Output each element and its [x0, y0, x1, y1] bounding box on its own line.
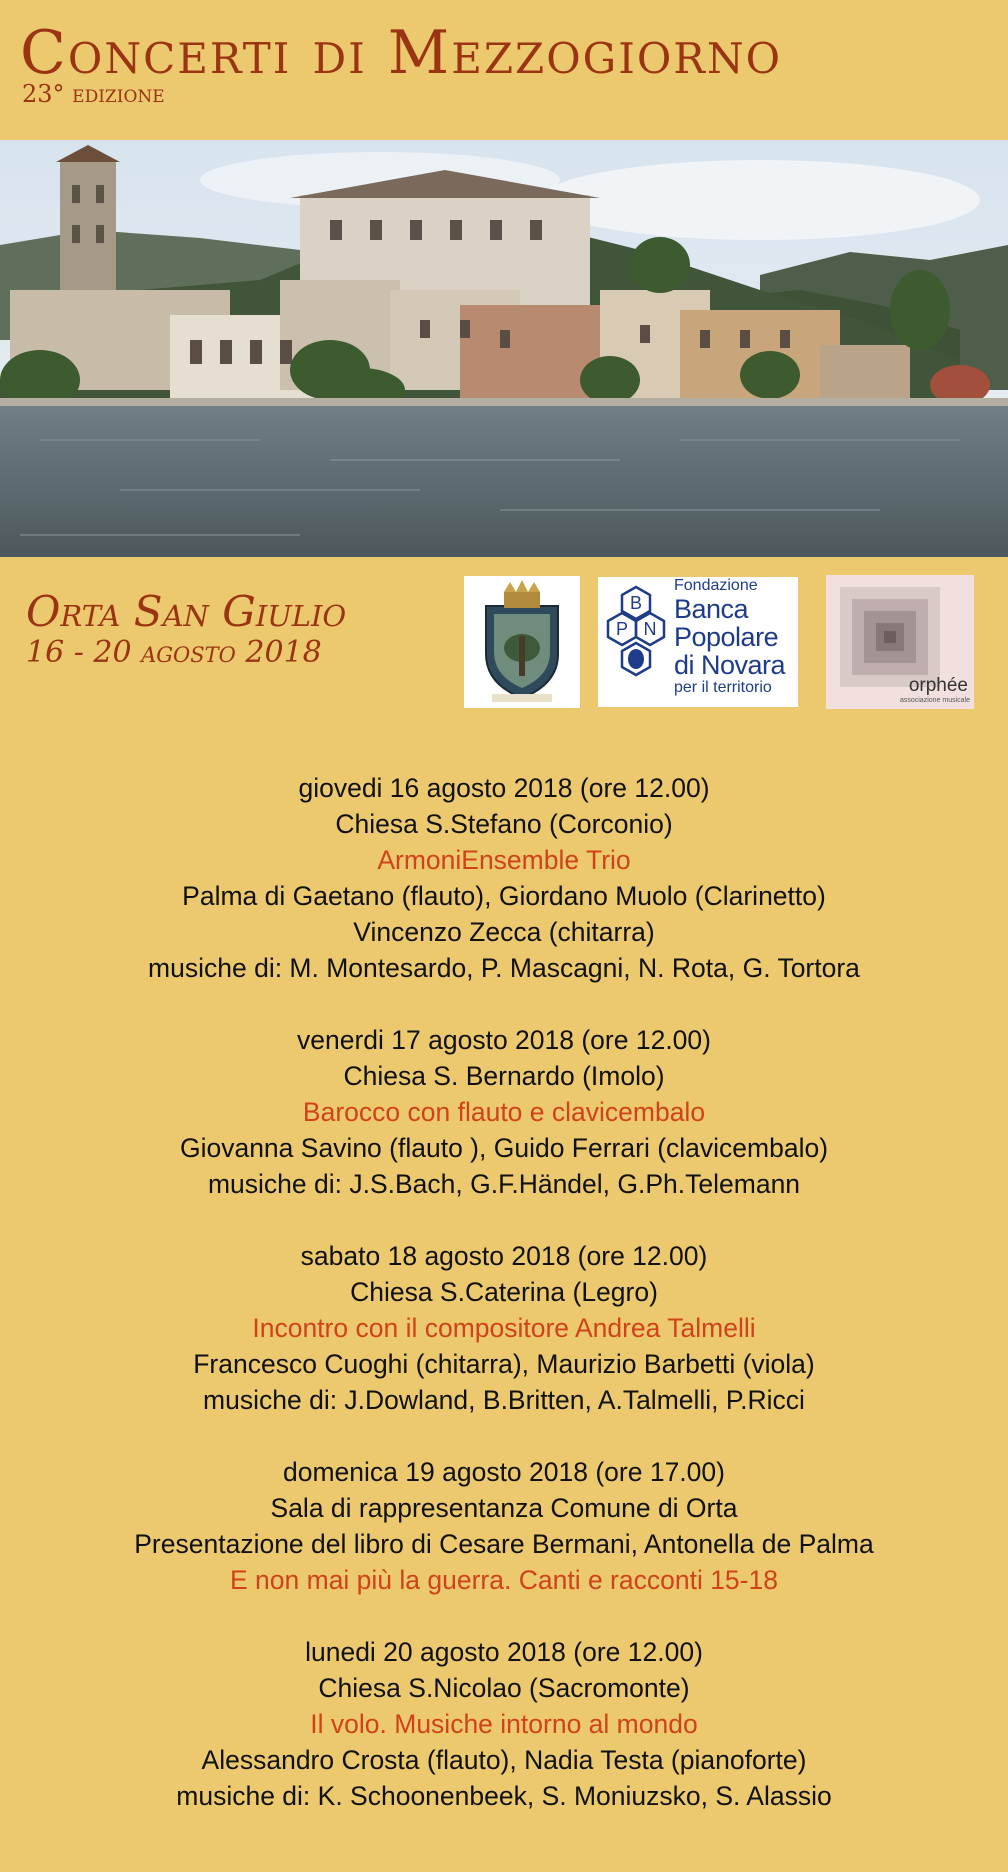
edition-label: 23° edizione — [22, 80, 165, 108]
festival-dates: 16 - 20 agosto 2018 — [26, 635, 322, 670]
event-date: domenica 19 agosto 2018 (ore 17.00) — [283, 1457, 725, 1487]
concert-program — [0, 770, 1008, 1850]
poster-title: Concerti di Mezzogiorno — [20, 18, 783, 88]
event-performers: Francesco Cuoghi (chitarra), Maurizio Barbetti (viola) — [193, 1349, 815, 1379]
poster-header — [0, 0, 1008, 140]
event-date: lunedi 20 agosto 2018 (ore 12.00) — [305, 1637, 703, 1667]
bpn-pre: Fondazione — [674, 577, 758, 594]
event-title: Il volo. Musiche intorno al mondo — [310, 1709, 698, 1739]
event-performers: Palma di Gaetano (flauto), Giordano Muolo (Clarinetto) — [182, 881, 826, 911]
event-venue: Chiesa S.Nicolao (Sacromonte) — [318, 1673, 690, 1703]
event-performers: Giovanna Savino (flauto ), Guido Ferrari (clavicembalo) — [179, 1133, 829, 1163]
event-music: musiche di: M. Montesardo, P. Mascagni, N. Rota, G. Tortora — [148, 953, 860, 983]
bpn-letter-p: P — [615, 619, 629, 639]
event-date: sabato 18 agosto 2018 (ore 12.00) — [300, 1241, 708, 1271]
bpn-line-2: Popolare — [674, 622, 779, 652]
event-title: Incontro con il compositore Andrea Talmelli — [252, 1313, 756, 1343]
sponsor-band — [0, 557, 1008, 717]
location-name: Orta San Giulio — [26, 587, 347, 636]
event-music: musiche di: K. Schoonenbeek, S. Moniuzsko, S. Alassio — [176, 1781, 832, 1811]
bpn-hexagon-icon — [598, 577, 674, 707]
event-1 — [0, 770, 1008, 986]
shield-icon — [464, 576, 580, 708]
orphee-name: orphée — [908, 675, 968, 696]
orphee-subtitle: associazione musicale — [899, 697, 970, 704]
event-music: musiche di: J.S.Bach, G.F.Händel, G.Ph.Telemann — [207, 1169, 801, 1199]
event-venue: Sala di rappresentanza Comune di Orta — [270, 1493, 738, 1523]
bpn-text-block — [674, 577, 785, 697]
event-performers: Alessandro Crosta (flauto), Nadia Testa (pianoforte) — [201, 1745, 807, 1775]
event-2 — [0, 1022, 1008, 1202]
event-title: ArmoniEnsemble Trio — [377, 845, 631, 875]
event-5 — [0, 1634, 1008, 1814]
bpn-foundation-logo — [598, 577, 798, 707]
event-venue: Chiesa S. Bernardo (Imolo) — [343, 1061, 665, 1091]
event-date: giovedi 16 agosto 2018 (ore 12.00) — [298, 773, 710, 803]
bpn-line-1: Banca — [674, 594, 749, 624]
bpn-post: per il territorio — [674, 679, 772, 696]
event-performers: Vincenzo Zecca (chitarra) — [353, 917, 655, 947]
event-description: Presentazione del libro di Cesare Bermani, Antonella de Palma — [134, 1529, 874, 1559]
event-music: musiche di: J.Dowland, B.Britten, A.Talmelli, P.Ricci — [203, 1385, 805, 1415]
bee-icon — [628, 649, 644, 669]
motto-ribbon — [492, 694, 552, 702]
event-date: venerdi 17 agosto 2018 (ore 12.00) — [297, 1025, 711, 1055]
municipal-crest-logo — [464, 576, 580, 708]
bpn-letter-b: B — [629, 593, 643, 613]
event-4 — [0, 1454, 1008, 1598]
bpn-line-3: di Novara — [674, 650, 786, 680]
island-photo — [0, 140, 1008, 557]
event-title: E non mai più la guerra. Canti e racconti 15-18 — [230, 1565, 778, 1595]
bpn-letter-n: N — [643, 619, 657, 639]
event-title: Barocco con flauto e clavicembalo — [302, 1097, 706, 1127]
event-venue: Chiesa S.Stefano (Corconio) — [335, 809, 673, 839]
event-venue: Chiesa S.Caterina (Legro) — [350, 1277, 658, 1307]
orphee-logo — [826, 575, 974, 709]
event-3 — [0, 1238, 1008, 1418]
